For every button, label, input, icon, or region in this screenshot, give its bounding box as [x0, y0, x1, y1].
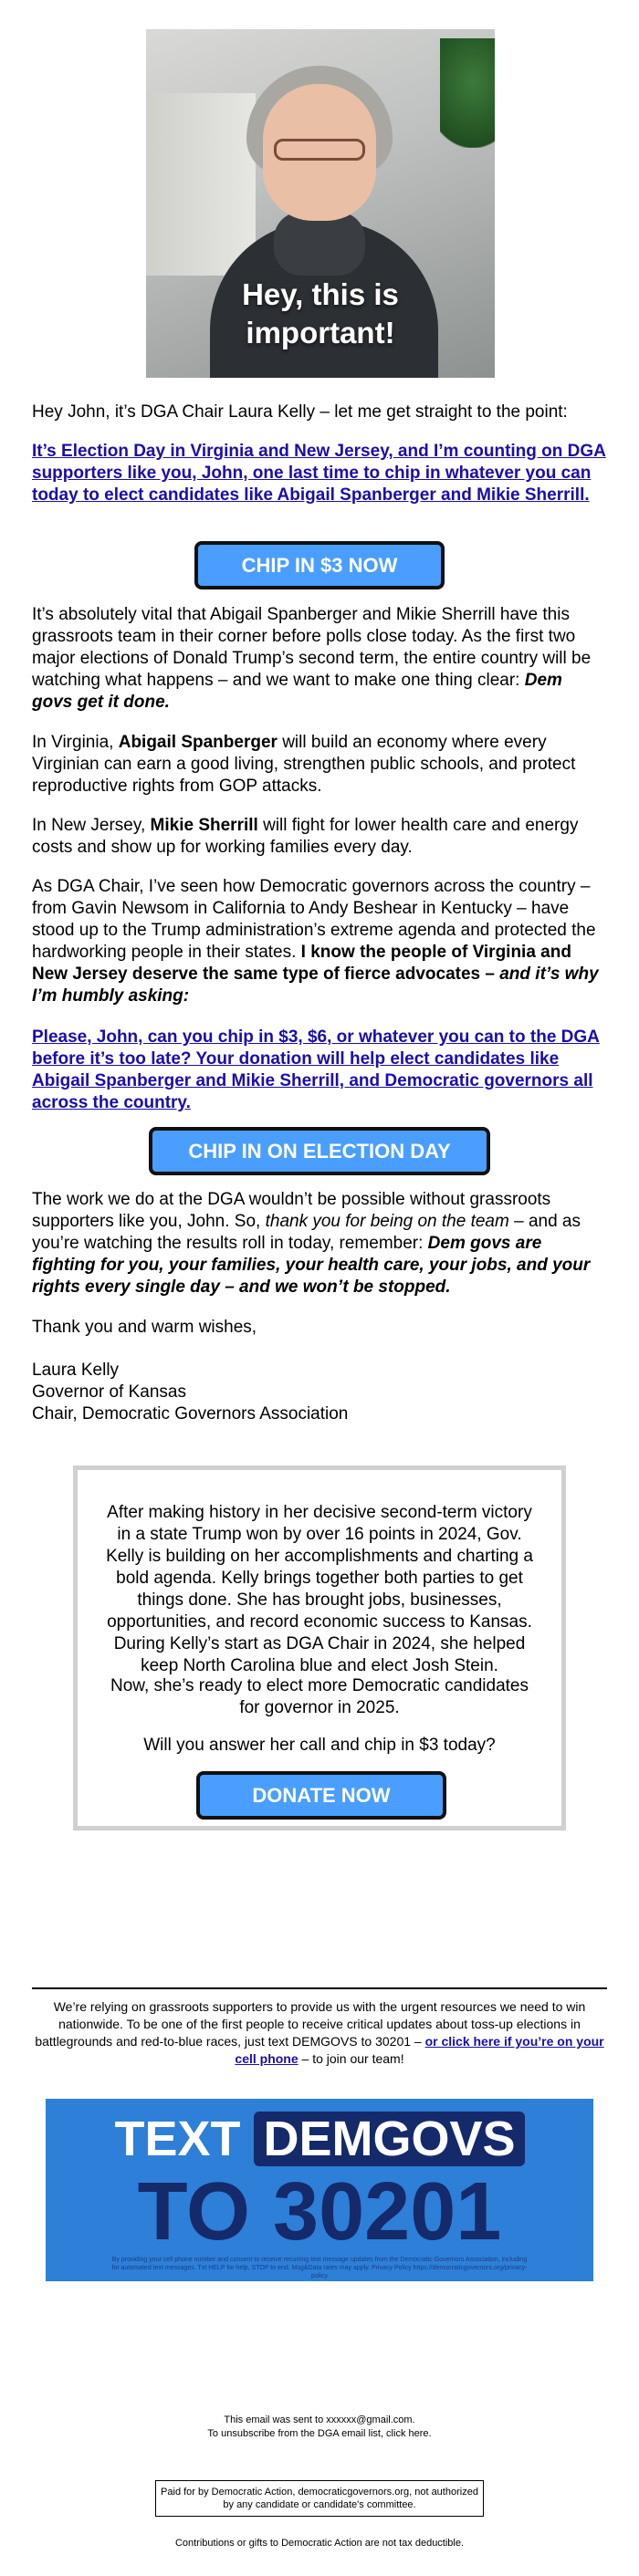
- hero-person-collar: [274, 212, 365, 276]
- banner-row-1: [46, 2112, 593, 2166]
- unsubscribe-link[interactable]: To unsubscribe from the DGA email list, click here.: [207, 2428, 432, 2439]
- signature-block: [32, 1360, 607, 1425]
- hero-caption: [146, 276, 495, 352]
- hero-person-glasses: [274, 139, 365, 161]
- paragraph-new-jersey: [32, 815, 607, 859]
- footer-sms-tail: – to join our team!: [301, 2051, 404, 2066]
- text-demgovs-banner[interactable]: [46, 2099, 593, 2281]
- banner-text-word: TEXT: [114, 2112, 241, 2166]
- paragraph-dga-chair-ask: and it’s why I’m humbly asking:: [32, 965, 599, 1006]
- intro-text: Hey John, it’s DGA Chair Laura Kelly – let me get straight to the point:: [32, 402, 568, 422]
- paragraph-virginia-post: will build an economy where every Virginian can earn a good living, strengthen public schools, and protect reproductive rights from GOP attacks.: [32, 733, 576, 796]
- paragraph-thanks-team-emphasis: Dem govs are fighting for you, your families, your health care, your jobs, and your rights every single day – and we won’t be stopped.: [32, 1234, 591, 1297]
- banner-keyword: DEMGOVS: [254, 2112, 524, 2166]
- paragraph-new-jersey-name: Mikie Sherrill: [150, 816, 258, 835]
- banner-to-number: TO 30201: [137, 2166, 502, 2258]
- email-sent-to: This email was sent to xxxxxx@gmail.com.: [224, 2414, 415, 2425]
- paragraph-thanks-team-mid: – and as you’re watching the results roll in today, remember:: [32, 1212, 581, 1253]
- hero-plant: [440, 38, 495, 148]
- hero-background-shelf: [146, 93, 256, 276]
- footer-sms-text: [32, 1998, 607, 2068]
- bio-box-paragraph-2: Now, she’s ready to elect more Democratic candidates for governor in 2025.: [110, 1676, 529, 1717]
- paragraph-dga-chair-text: As DGA Chair, I’ve seen how Democratic governors across the country – from Gavin Newsom in California to Andy Beshear in Kentucky – have stood up to the Trump administration’s extreme agenda and protected the hardworking people in their states.: [32, 877, 596, 962]
- paragraph-vital-text: It’s absolutely vital that Abigail Spanberger and Mikie Sherrill have this grassroots team in their corner before polls close today. As the first two major elections of Donald Trump’s second term, the entire country will be watching what happens – and we want to make one thing clear:: [32, 605, 592, 690]
- chip-in-3-button[interactable]: CHIP IN $3 NOW: [194, 541, 445, 589]
- paid-for-disclaimer: Paid for by Democratic Action, democraticgovernors.org, not authorized by any candidate or candidate's committee.: [155, 2480, 484, 2517]
- hero-caption-line1: Hey, this is: [242, 277, 399, 311]
- paragraph-new-jersey-pre: In New Jersey,: [32, 816, 146, 835]
- footer-sms-body: We’re relying on grassroots supporters to provide us with the urgent resources we need to win nationwide. To be one of the first people to receive critical updates about toss-up elections in battlegrounds and red-to-blue races, just text DEMGOVS to 30201 –: [35, 1999, 586, 2049]
- link-paragraph-2: [32, 1027, 607, 1114]
- paragraph-virginia-pre: In Virginia,: [32, 733, 114, 752]
- footer-divider: [32, 1987, 607, 1989]
- paragraph-dga-chair-bold: I know the people of Virginia and New Jersey deserve the same type of fierce advocates –: [32, 943, 571, 984]
- paragraph-thanks-team-pre: The work we do at the DGA wouldn’t be possible without grassroots supporters like you, John. So,: [32, 1190, 551, 1231]
- donate-now-button[interactable]: DONATE NOW: [196, 1771, 446, 1820]
- paragraph-dga-chair: [32, 876, 607, 1007]
- paragraph-vital: [32, 604, 607, 714]
- chip-in-link-2[interactable]: Please, John, can you chip in $3, $6, or whatever you can to the DGA before it’s too late? Your donation will help elect candidates like Abigail Spanberger and Mikie Sherrill, and Democratic governors all across the country.: [32, 1027, 600, 1112]
- closing-text: Thank you and warm wishes,: [32, 1318, 257, 1337]
- bio-box-paragraph-3: Will you answer her call and chip in $3 today?: [143, 1736, 496, 1755]
- paragraph-thanks-team: [32, 1189, 607, 1298]
- paragraph-virginia-name: Abigail Spanberger: [118, 733, 278, 752]
- bio-box: [73, 1465, 566, 1830]
- chip-in-election-day-button[interactable]: CHIP IN ON ELECTION DAY: [149, 1127, 490, 1175]
- paragraph-virginia: [32, 732, 607, 798]
- bio-box-paragraph-1: After making history in her decisive second-term victory in a state Trump won by over 16 points in 2024, Gov. Kelly is building on her accomplishments and charting a bold agenda. Kelly brings together both parties to get things done. She has brought jobs, businesses, opportunities, and record economic success to Kansas. During Kelly’s start as DGA Chair in 2024, she helped keep North Carolina blue and elect Josh Stein.: [106, 1503, 533, 1675]
- signature-title-2: Chair, Democratic Governors Association: [32, 1404, 349, 1424]
- tax-disclaimer: Contributions or gifts to Democratic Action are not tax deductible.: [174, 2538, 465, 2549]
- paragraph-vital-emphasis: Dem govs get it done.: [32, 671, 562, 712]
- banner-fine-print: By providing your cell phone number and consent to receive recurring text message updates from the Democratic Governors Association, including for automated text messages. Txt HELP for help, STOP to end. Msg&Data rates may apply. Privacy Policy https://democraticgovernors.org/privacy-policy: [111, 2257, 528, 2279]
- hero-image[interactable]: [146, 29, 495, 378]
- cell-phone-signup-link[interactable]: or click here if you’re on your cell phone: [235, 2034, 604, 2066]
- paragraph-thanks-team-italic: thank you for being on the team: [265, 1212, 509, 1231]
- chip-in-link-1[interactable]: It’s Election Day in Virginia and New Jersey, and I’m counting on DGA supporters like you, John, one last time to chip in whatever you can today to elect candidates like Abigail Spanberger and Mikie Sherrill.: [32, 442, 606, 505]
- link-paragraph-1: [32, 441, 607, 506]
- hero-caption-line2: important!: [246, 316, 395, 349]
- signature-name: Laura Kelly: [32, 1361, 120, 1380]
- paragraph-new-jersey-post: will fight for lower health care and energy costs and show up for working families every day.: [32, 816, 579, 857]
- signature-title-1: Governor of Kansas: [32, 1382, 186, 1402]
